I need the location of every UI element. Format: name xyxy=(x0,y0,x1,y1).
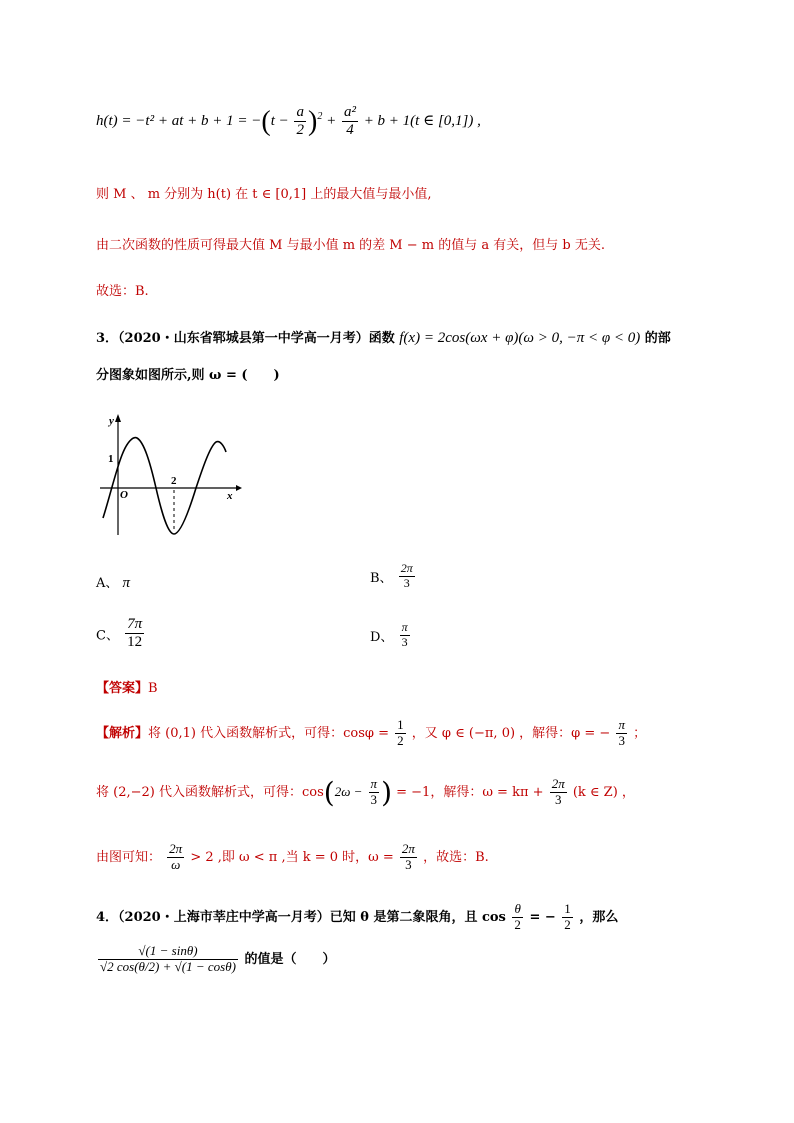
equation-lhs: h(t) = −t² + at + b + 1 = − xyxy=(96,113,262,130)
fraction-a2-over-4: $\frac{\text{a²}}{4}$ xyxy=(343,104,356,139)
question-4-text-d: 的值是（ ） xyxy=(244,951,336,967)
analysis-line-2: 将 (2,−2) 代入函数解析式，可得：cos(2ω − $\frac{\pi}{3}$ ) = −1，解得：ω = kπ + $\frac{2\pi}{3}$ (k ∈ Z) ， xyxy=(96,776,635,809)
question-4-text-a: 4．（2020・上海市莘庄中学高一月考）已知 θ 是第二象限角，且 cos xyxy=(96,909,506,925)
question-3-line2: 分图象如图所示,则 ω = ( ) xyxy=(96,368,280,383)
label-origin: O xyxy=(120,489,128,501)
analysis-3-text-c: ，故选：B. xyxy=(423,849,489,865)
analysis-3-text-b: > 2 ,即 ω < π ,当 k = 0 时，ω = xyxy=(190,849,394,865)
question-4-expression xyxy=(96,944,335,975)
option-c-fraction: $\frac{7\pi}{12}$ xyxy=(127,616,143,651)
label-one: 1 xyxy=(108,453,114,465)
analysis-2-text-a: 将 (2,−2) 代入函数解析式，可得：cos xyxy=(96,785,324,800)
question-3-tail: 的部 xyxy=(644,331,671,346)
question-3-graph xyxy=(96,410,246,540)
fraction-a-over-2: $\frac{a}{2}$ xyxy=(296,104,304,139)
option-d-label: D、 xyxy=(370,629,394,645)
equation-rest: + b + 1(t ∈ [0,1]) , xyxy=(363,113,481,130)
text-quadratic-property: 由二次函数的性质可得最大值 M 与最小值 m 的差 M − m 的值与 a 有关，但与 b 无关. xyxy=(96,238,605,253)
answer-tag: 【答案】 xyxy=(96,681,149,696)
analysis-1-fraction-half: $\frac{1}{2}$ xyxy=(397,717,404,748)
analysis-1-text-b: ，又 φ ∈ (−π, 0) ，解得：φ = − xyxy=(411,725,611,741)
analysis-1-text-a: 将 (0,1) 代入函数解析式，可得：cosφ = xyxy=(148,725,390,741)
option-d xyxy=(370,621,412,650)
option-a-label: A、 xyxy=(96,576,119,591)
question-3-function: f(x) = 2cos(ωx + φ)(ω > 0, −π < φ < 0) xyxy=(399,330,641,346)
question-4-big-fraction: $\frac{√(1 - \sin\theta)}{√2 \cos(\theta/2) + √(1 - \cos\theta)}$ xyxy=(100,943,236,974)
cosine-curve xyxy=(103,438,226,534)
question-4-fraction-half: $\frac{1}{2}$ xyxy=(564,901,571,932)
analysis-2-fraction-2pi-3: $\frac{2\pi}{3}$ xyxy=(551,776,565,807)
analysis-2-text-b: = −1，解得：ω = kπ + xyxy=(396,785,544,800)
analysis-1-fraction-pi-3: $\frac{\pi}{3}$ xyxy=(618,717,625,748)
analysis-1-text-c: ； xyxy=(633,725,647,741)
text-choose-b: 故选：B. xyxy=(96,284,149,299)
question-4-text-b: = − xyxy=(529,909,556,925)
question-3-line1 xyxy=(96,327,671,347)
option-d-fraction: $\frac{\pi}{3}$ xyxy=(401,620,408,649)
x-axis-label: x xyxy=(227,490,233,502)
analysis-2-text-c: (k ∈ Z) ， xyxy=(572,785,635,800)
answer-line xyxy=(96,677,158,696)
analysis-tag: 【解析】 xyxy=(96,725,149,741)
analysis-3-fraction-2pi-omega: $\frac{2\pi}{\omega}$ xyxy=(169,841,183,872)
option-a-value: π xyxy=(122,575,131,591)
label-two: 2 xyxy=(171,475,177,487)
option-c-label: C、 xyxy=(96,628,119,644)
option-c xyxy=(96,616,146,652)
option-a xyxy=(96,572,130,592)
question-4-line1 xyxy=(96,902,618,933)
analysis-line-3 xyxy=(96,842,489,873)
analysis-3-fraction-2pi-3: $\frac{2\pi}{3}$ xyxy=(401,841,415,872)
option-b-label: B、 xyxy=(370,570,393,586)
analysis-line-1 xyxy=(96,718,646,749)
question-3-source: 3．（2020・山东省郓城县第一中学高一月考）函数 xyxy=(96,331,395,346)
analysis-3-text-a: 由图可知： xyxy=(96,849,162,865)
x-axis-arrow xyxy=(236,485,242,491)
y-axis-label: y xyxy=(109,415,114,427)
equation-h-t: h(t) = −t² + at + b + 1 = −(t − $\frac{a}{2}$ )$^2$ + $\frac{\text{a²}}{4}$ + b + 1(t ∈ [0,1]) , xyxy=(96,104,481,139)
analysis-2-inner: 2ω − xyxy=(334,784,363,799)
question-4-text-c: ，那么 xyxy=(579,909,619,925)
y-axis-arrow xyxy=(115,414,121,422)
option-b xyxy=(370,562,417,591)
analysis-2-fraction-pi-3: $\frac{\pi}{3}$ xyxy=(370,776,378,807)
text-max-min: 则 M 、 m 分别为 h(t) 在 t ∈ [0,1] 上的最大值与最小值, xyxy=(96,187,432,202)
answer-value: B xyxy=(148,681,158,696)
option-b-fraction: $\frac{2\pi}{3}$ xyxy=(400,561,413,590)
question-4-fraction-theta-2: $\frac{\theta}{2}$ xyxy=(514,901,521,932)
